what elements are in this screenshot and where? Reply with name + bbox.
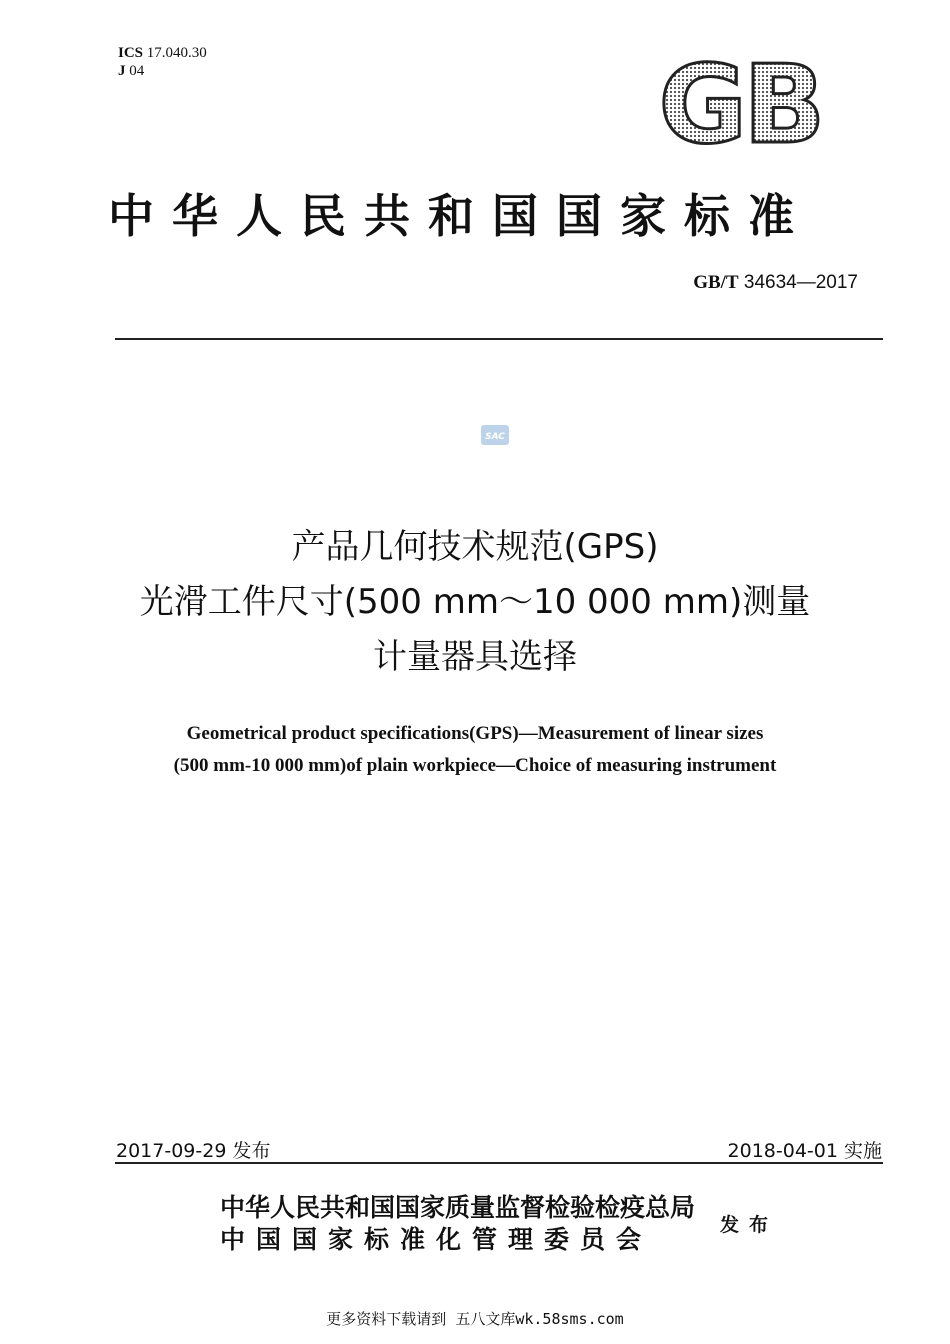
top-divider (115, 338, 883, 340)
ccs-code: 04 (129, 63, 145, 79)
issuing-authorities (220, 1192, 695, 1256)
ccs-label: J (118, 63, 126, 79)
title-en-line1: Geometrical product specifications(GPS)—Measurement of linear sizes (186, 723, 764, 744)
title-cn-line3: 计量器具选择 (373, 637, 577, 677)
title-chinese (60, 520, 890, 685)
standard-number-prefix: GB/T (693, 272, 739, 293)
standard-number (693, 272, 858, 294)
title-english (60, 718, 890, 782)
ics-label: ICS (118, 45, 144, 61)
issuer-line2: 中国国家标准化管理委员会 (220, 1225, 653, 1254)
standard-number-value: 34634—2017 (743, 272, 858, 293)
sac-logo (480, 424, 510, 446)
title-cn-line1: 产品几何技术规范(GPS) (291, 527, 659, 567)
gb-logo (645, 58, 835, 152)
sac-logo-text: SAC (485, 432, 505, 442)
implementation-date: 2018-04-01 实施 (727, 1140, 882, 1162)
issuer-line1: 中华人民共和国国家质量监督检验检疫总局 (220, 1193, 696, 1222)
gb-logo-text: GB (658, 58, 822, 152)
footer-download-note: 更多资料下载请到 五八文库wk.58sms.com (326, 1310, 624, 1328)
publish-label: 发布 (720, 1214, 779, 1236)
ccs-line (118, 62, 207, 80)
standard-category: 中华人民共和国国家标准 (108, 189, 812, 243)
title-cn-line2: 光滑工件尺寸(500 mm～10 000 mm)测量 (139, 582, 811, 622)
ics-line (118, 44, 207, 62)
issue-date: 2017-09-29 发布 (116, 1140, 271, 1162)
ics-code: 17.040.30 (146, 45, 207, 61)
bottom-divider (115, 1162, 883, 1164)
classification-codes (118, 44, 207, 80)
title-en-line2: (500 mm-10 000 mm)of plain workpiece—Choice of measuring instrument (173, 755, 777, 776)
